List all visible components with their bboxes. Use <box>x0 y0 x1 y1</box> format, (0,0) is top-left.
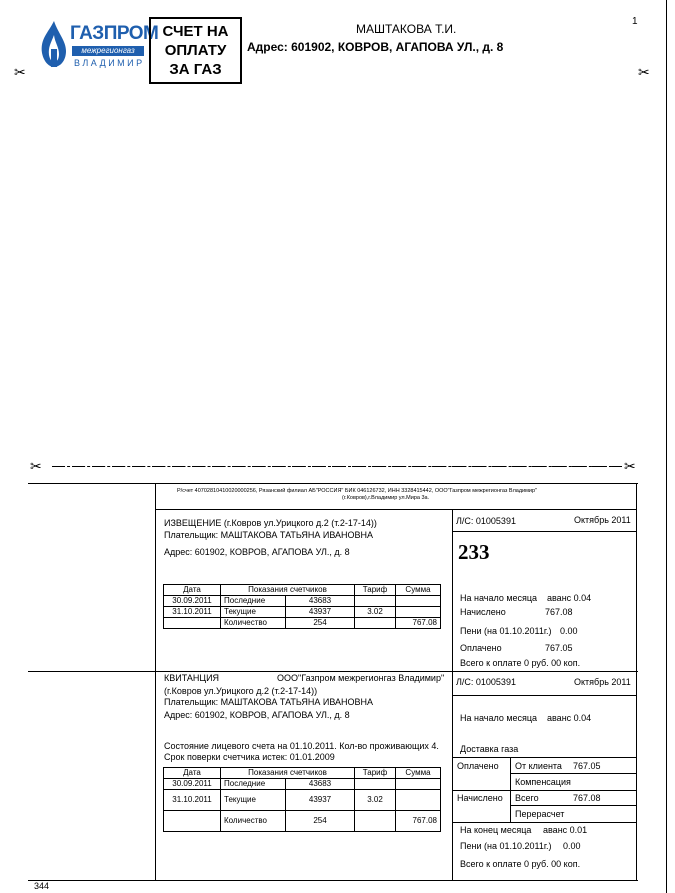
receipt-compensation: Компенсация <box>515 777 571 787</box>
receipt-check: Срок поверки счетчика истек: 01.01.2009 <box>164 752 335 762</box>
scissors-icon: ✂ <box>638 64 650 80</box>
scissors-icon: ✂ <box>30 458 42 474</box>
notice-code: 233 <box>458 540 490 564</box>
receipt-paid-label: Оплачено <box>457 761 499 771</box>
logo-line3: ВЛАДИМИР <box>74 58 145 68</box>
col-header: Показания счетчиков <box>221 768 355 779</box>
doc-title-box <box>149 17 242 84</box>
receipt-month: Октябрь 2011 <box>574 677 631 687</box>
notice-month: Октябрь 2011 <box>574 515 631 525</box>
receipt-total-value: 767.08 <box>573 793 601 803</box>
col-header: Тариф <box>355 768 396 779</box>
col-header: Дата <box>164 585 221 596</box>
page-edge <box>666 0 667 893</box>
flame-logo-icon <box>34 19 74 77</box>
notice-account: Л/С: 01005391 <box>456 516 516 526</box>
receipt-title: КВИТАНЦИЯ <box>164 673 220 683</box>
receipt-penalty-value: 0.00 <box>563 841 581 851</box>
bank-line-1: Р/счет 40702810410020000256, Рязанский филиал АБ"РОССИЯ" БИК 046126732, ИНН 3328415442, ООО"Газпром межрегионгаз Владимир" <box>177 488 537 494</box>
receipt-total: Всего к оплате 0 руб. 00 коп. <box>460 859 581 869</box>
notice-start-value: аванс 0.04 <box>547 593 592 603</box>
page-number: 1 <box>632 16 638 27</box>
col-header: Дата <box>164 768 221 779</box>
col-header: Показания счетчиков <box>221 585 355 596</box>
receipt-account: Л/С: 01005391 <box>456 677 516 687</box>
notice-penalty-label: Пени (на 01.10.2011г.) <box>460 626 552 636</box>
receipt-charged-label: Начислено <box>457 793 503 803</box>
receipt-from-client-label: От клиента <box>515 761 562 771</box>
receipt-recalc: Перерасчет <box>515 809 565 819</box>
doc-title-line1: СЧЕТ НА <box>162 23 229 40</box>
col-header: Сумма <box>396 768 441 779</box>
receipt-start-label: На начало месяца <box>460 713 538 723</box>
notice-paid-value: 767.05 <box>545 643 573 653</box>
receipt-payer: Плательщик: МАШТАКОВА ТАТЬЯНА ИВАНОВНА <box>164 697 374 707</box>
receipt-office: (г.Ковров ул.Урицкого д.2 (т.2-17-14)) <box>164 686 318 696</box>
notice-charged-value: 767.08 <box>545 607 573 617</box>
table-row: Количество 254 767.08 <box>164 618 441 629</box>
notice-start-label: На начало месяца <box>460 593 538 603</box>
receipt-delivery: Доставка газа <box>460 744 519 754</box>
doc-title-line2: ОПЛАТУ <box>164 42 227 59</box>
notice-title: ИЗВЕЩЕНИЕ (г.Ковров ул.Урицкого д.2 (т.2-17-14)) <box>164 518 377 528</box>
receipt-address: Адрес: 601902, КОВРОВ, АГАПОВА УЛ., д. 8 <box>164 710 350 720</box>
scissors-icon: ✂ <box>624 458 636 474</box>
notice-charged-label: Начислено <box>460 607 506 617</box>
notice-address: Адрес: 601902, КОВРОВ, АГАПОВА УЛ., д. 8 <box>164 547 350 557</box>
col-header: Тариф <box>355 585 396 596</box>
notice-total: Всего к оплате 0 руб. 00 коп. <box>460 658 581 668</box>
receipt-from-client-value: 767.05 <box>573 761 601 771</box>
logo-line1: ГАЗПРОМ <box>70 23 159 44</box>
receipt-end-value: аванс 0.01 <box>543 825 588 835</box>
receipt-org: ООО"Газпром межрегионгаз Владимир" <box>277 673 445 683</box>
logo-line2: межрегионгаз <box>72 46 144 56</box>
receipt-state: Состояние лицевого счета на 01.10.2011. Кол-во проживающих 4. <box>164 741 439 751</box>
header-address: Адрес: 601902, КОВРОВ, АГАПОВА УЛ., д. 8 <box>247 40 504 54</box>
footer-number: 344 <box>34 881 50 891</box>
table-row: 31.10.2011 Текущие 43937 3.02 <box>164 607 441 618</box>
receipt-meter-table <box>163 767 441 832</box>
table-row: 31.10.2011 Текущие 43937 3.02 <box>164 790 441 811</box>
col-header: Сумма <box>396 585 441 596</box>
table-row: 30.09.2011 Последние 43683 <box>164 596 441 607</box>
doc-title-line3: ЗА ГАЗ <box>169 61 222 78</box>
company-logo <box>34 17 159 79</box>
receipt-penalty-label: Пени (на 01.10.2011г.) <box>460 841 552 851</box>
receipt-end-label: На конец месяца <box>460 825 532 835</box>
header-name: МАШТАКОВА Т.И. <box>356 22 457 36</box>
table-row: 30.09.2011 Последние 43683 <box>164 779 441 790</box>
bank-line-2: (г.Ковров),г.Владимир ул.Мира 3а. <box>342 495 430 501</box>
scissors-icon: ✂ <box>14 64 26 80</box>
notice-paid-label: Оплачено <box>460 643 502 653</box>
receipt-total-label: Всего <box>515 793 539 803</box>
notice-penalty-value: 0.00 <box>560 626 578 636</box>
receipt-start-value: аванс 0.04 <box>547 713 592 723</box>
notice-payer: Плательщик: МАШТАКОВА ТАТЬЯНА ИВАНОВНА <box>164 530 374 540</box>
table-row: Количество 254 767.08 <box>164 811 441 832</box>
notice-meter-table <box>163 584 441 629</box>
